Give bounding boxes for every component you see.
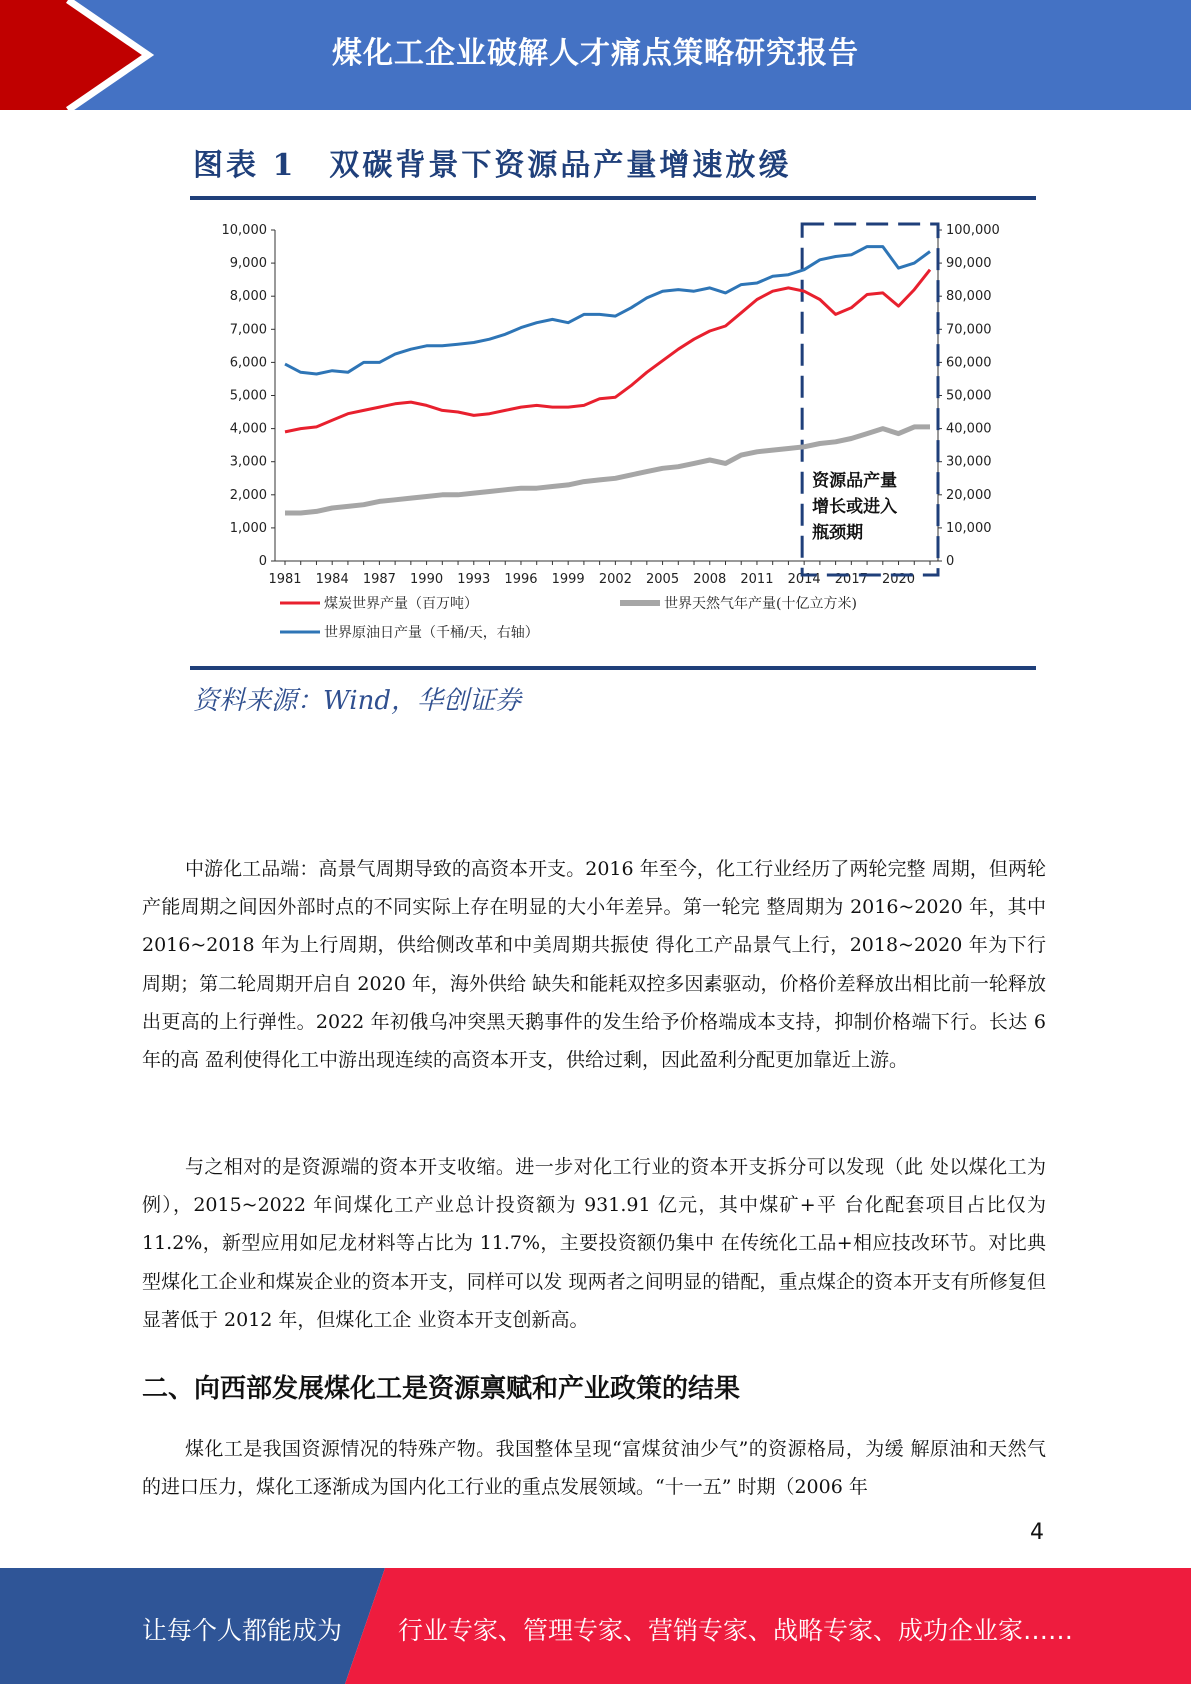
x-tick-label: 2017 xyxy=(834,572,868,587)
x-tick-label: 1996 xyxy=(504,572,538,587)
right-y-tick-label: 50,000 xyxy=(946,388,992,404)
section-heading: 二、向西部发展煤化工是资源禀赋和产业政策的结果 xyxy=(142,1374,741,1404)
x-tick-label: 2008 xyxy=(693,572,727,587)
page-number: 4 xyxy=(1030,1520,1044,1545)
right-y-tick-label: 30,000 xyxy=(946,454,992,470)
x-tick-label: 2011 xyxy=(740,572,774,587)
left-y-tick-label: 5,000 xyxy=(229,388,267,404)
right-y-tick-label: 80,000 xyxy=(946,289,992,305)
footer-slogan-left: 让每个人都能成为 xyxy=(142,1616,343,1645)
left-y-tick-label: 7,000 xyxy=(229,322,267,338)
left-y-tick-label: 3,000 xyxy=(229,454,267,470)
paragraph-resource-capex: 与之相对的是资源端的资本开支收缩。进一步对化工行业的资本开支拆分可以发现（此 处以煤化工为例），2015~2022 年间煤化工产业总计投资额为 931.91 亿元，其中煤矿+平 台化配套项目占比仅为 11.2%，新型应用如尼龙材料等占比为 11.7%，主要投资额仍集中 在传统化工品+相应技改环节。对比典型煤化工企业和煤炭企业的资本开支，同样可以发 现两者之间明显的错配，重点煤企的资本开支有所修复但显著低于 2012 年，但煤化工企 业资本开支创新高。 xyxy=(142,1156,1046,1331)
x-tick-label: 1987 xyxy=(362,572,396,587)
legend-label: 煤炭世界产量（百万吨） xyxy=(324,596,478,612)
left-y-tick-label: 0 xyxy=(258,554,267,569)
x-tick-label: 1984 xyxy=(315,572,349,587)
page-footer xyxy=(0,1568,1191,1684)
annotation-text-line: 资源品产量 xyxy=(812,471,898,491)
x-tick-label: 2002 xyxy=(598,572,632,587)
annotation-text-line: 增长或进入 xyxy=(812,497,898,517)
legend-label: 世界原油日产量（千桶/天，右轴） xyxy=(324,625,539,641)
series-line-1 xyxy=(285,270,930,432)
paragraph-midstream: 中游化工品端：高景气周期导致的高资本开支。2016 年至今，化工行业经历了两轮完整 周期，但两轮产能周期之间因外部时点的不同实际上存在明显的大小年差异。第一轮完 整周期为 2016~2020 年，其中 2016~2018 年为上行周期，供给侧改革和中美周期共振使 得化工产品景气上行，2018~2020 年为下行周期；第二轮周期开启自 2020 年，海外供给 缺失和能耗双控多因素驱动，价格价差释放出相比前一轮释放出更高的上行弹性。2022 年初俄乌冲突黑天鹅事件的发生给予价格端成本支持，抑制价格端下行。长达 6 年的高 盈利使得化工中游出现连续的高资本开支，供给过剩，因此盈利分配更加靠近上游。 xyxy=(142,858,1046,1072)
figure-source: 资料来源：Wind，华创证券 xyxy=(193,686,521,716)
left-y-tick-label: 8,000 xyxy=(229,289,267,305)
left-y-tick-label: 9,000 xyxy=(229,256,267,272)
x-tick-label: 2014 xyxy=(787,572,821,587)
legend-label: 世界天然气年产量(十亿立方米) xyxy=(664,596,857,612)
right-y-tick-label: 60,000 xyxy=(946,355,992,371)
paragraph-coal-chemical: 煤化工是我国资源情况的特殊产物。我国整体呈现“富煤贫油少气”的资源格局，为缓 解原油和天然气的进口压力，煤化工逐渐成为国内化工行业的重点发展领域。“十一五” 时期（2006 年 xyxy=(142,1438,1046,1499)
right-y-tick-label: 0 xyxy=(946,554,955,569)
x-tick-label: 1999 xyxy=(551,572,585,587)
left-y-tick-label: 6,000 xyxy=(229,355,267,371)
left-y-tick-label: 2,000 xyxy=(229,487,267,503)
right-y-tick-label: 70,000 xyxy=(946,322,992,338)
left-y-tick-label: 4,000 xyxy=(229,421,267,437)
footer-slogan-right: 行业专家、管理专家、营销专家、战略专家、成功企业家…… xyxy=(398,1616,1074,1645)
x-tick-label: 1993 xyxy=(457,572,491,587)
x-tick-label: 2020 xyxy=(881,572,916,587)
right-y-tick-label: 10,000 xyxy=(946,520,992,536)
right-y-tick-label: 20,000 xyxy=(946,487,992,503)
figure-top-rule xyxy=(190,196,1036,200)
left-y-tick-label: 1,000 xyxy=(229,520,267,536)
figure-bottom-rule xyxy=(190,666,1036,670)
left-y-tick-label: 10,000 xyxy=(221,223,267,238)
figure-title: 图表 1 双碳背景下资源品产量增速放缓 xyxy=(193,148,792,183)
x-tick-label: 2005 xyxy=(646,572,680,587)
x-tick-label: 1981 xyxy=(268,572,302,587)
right-y-tick-label: 40,000 xyxy=(946,421,992,437)
page-header xyxy=(0,0,1191,110)
right-y-tick-label: 90,000 xyxy=(946,256,992,272)
annotation-text-line: 瓶颈期 xyxy=(812,523,864,543)
document-title: 煤化工企业破解人才痛点策略研究报告 xyxy=(332,36,859,71)
production-line-chart xyxy=(190,205,1036,665)
x-tick-label: 1990 xyxy=(410,572,444,587)
right-y-tick-label: 100,000 xyxy=(946,223,1000,238)
